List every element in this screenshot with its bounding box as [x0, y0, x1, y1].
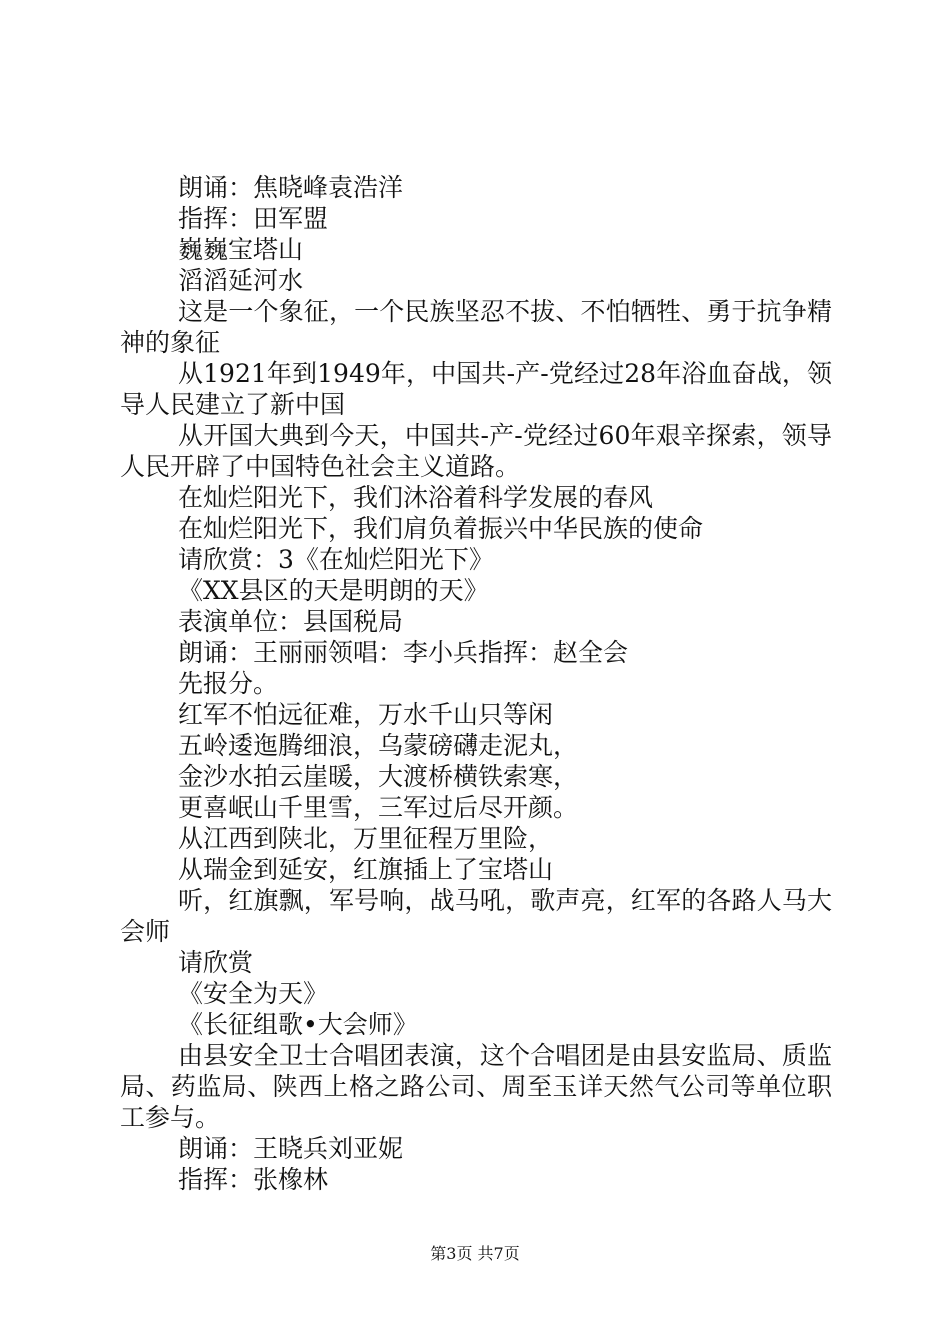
- paragraph-program-intro: 请欣赏: [178, 948, 254, 977]
- paragraph-conductor-2: 指挥：张橡林: [178, 1165, 329, 1194]
- paragraph-performer: 表演单位：县国税局: [178, 607, 404, 636]
- paragraph-poem-line: 红军不怕远征难，万水千山只等闲: [178, 700, 554, 729]
- paragraph-narration: 从开国大典到今天，中国共-产-党经过60年艰辛探索，领导人民开辟了中国特色社会主义道路。: [120, 421, 832, 481]
- paragraph-reciters-2: 朗诵：王晓兵刘亚妮: [178, 1134, 404, 1163]
- paragraph-verse: 巍巍宝塔山: [178, 235, 304, 264]
- paragraph-program-intro: 请欣赏：3《在灿烂阳光下》: [178, 545, 494, 574]
- paragraph-program-title: 《长征组歌•大会师》: [178, 1010, 418, 1039]
- paragraph-narration: 先报分。: [178, 669, 279, 698]
- paragraph-credits: 朗诵：王丽丽领唱：李小兵指挥：赵全会: [178, 638, 629, 667]
- page-footer: [0, 1244, 950, 1264]
- paragraph-program-title: 《XX县区的天是明朗的天》: [178, 576, 489, 605]
- paragraph-narration: 听，红旗飘，军号响，战马吼，歌声亮，红军的各路人马大会师: [120, 886, 832, 946]
- paragraph-narration: 在灿烂阳光下，我们肩负着振兴中华民族的使命: [178, 514, 704, 543]
- paragraph-narration: 从1921年到1949年，中国共-产-党经过28年浴血奋战，领导人民建立了新中国: [120, 359, 832, 419]
- paragraph-conductor-1: 指挥：田军盟: [178, 204, 329, 233]
- paragraph-poem-line: 金沙水拍云崖暖，大渡桥横铁索寒，: [178, 762, 579, 791]
- paragraph-narration: 这是一个象征，一个民族坚忍不拔、不怕牺牲、勇于抗争精神的象征: [120, 297, 832, 357]
- paragraph-poem-line: 更喜岷山千里雪，三军过后尽开颜。: [178, 793, 579, 822]
- page-number-label: 第3页 共7页: [430, 1244, 520, 1263]
- paragraph-verse: 滔滔延河水: [178, 266, 304, 295]
- paragraph-program-title: 《安全为天》: [178, 979, 329, 1008]
- paragraph-performer: 由县安全卫士合唱团表演，这个合唱团是由县安监局、质监局、药监局、陕西上格之路公司、周至玉详天然气公司等单位职工参与。: [120, 1041, 832, 1132]
- paragraph-reciters-1: 朗诵：焦晓峰袁浩洋: [178, 173, 404, 202]
- paragraph-poem-line: 五岭逶迤腾细浪，乌蒙磅礴走泥丸，: [178, 731, 579, 760]
- paragraph-narration: 从江西到陕北，万里征程万里险，: [178, 824, 554, 853]
- document-body: [120, 172, 832, 1195]
- paragraph-narration: 从瑞金到延安，红旗插上了宝塔山: [178, 855, 554, 884]
- paragraph-narration: 在灿烂阳光下，我们沐浴着科学发展的春风: [178, 483, 654, 512]
